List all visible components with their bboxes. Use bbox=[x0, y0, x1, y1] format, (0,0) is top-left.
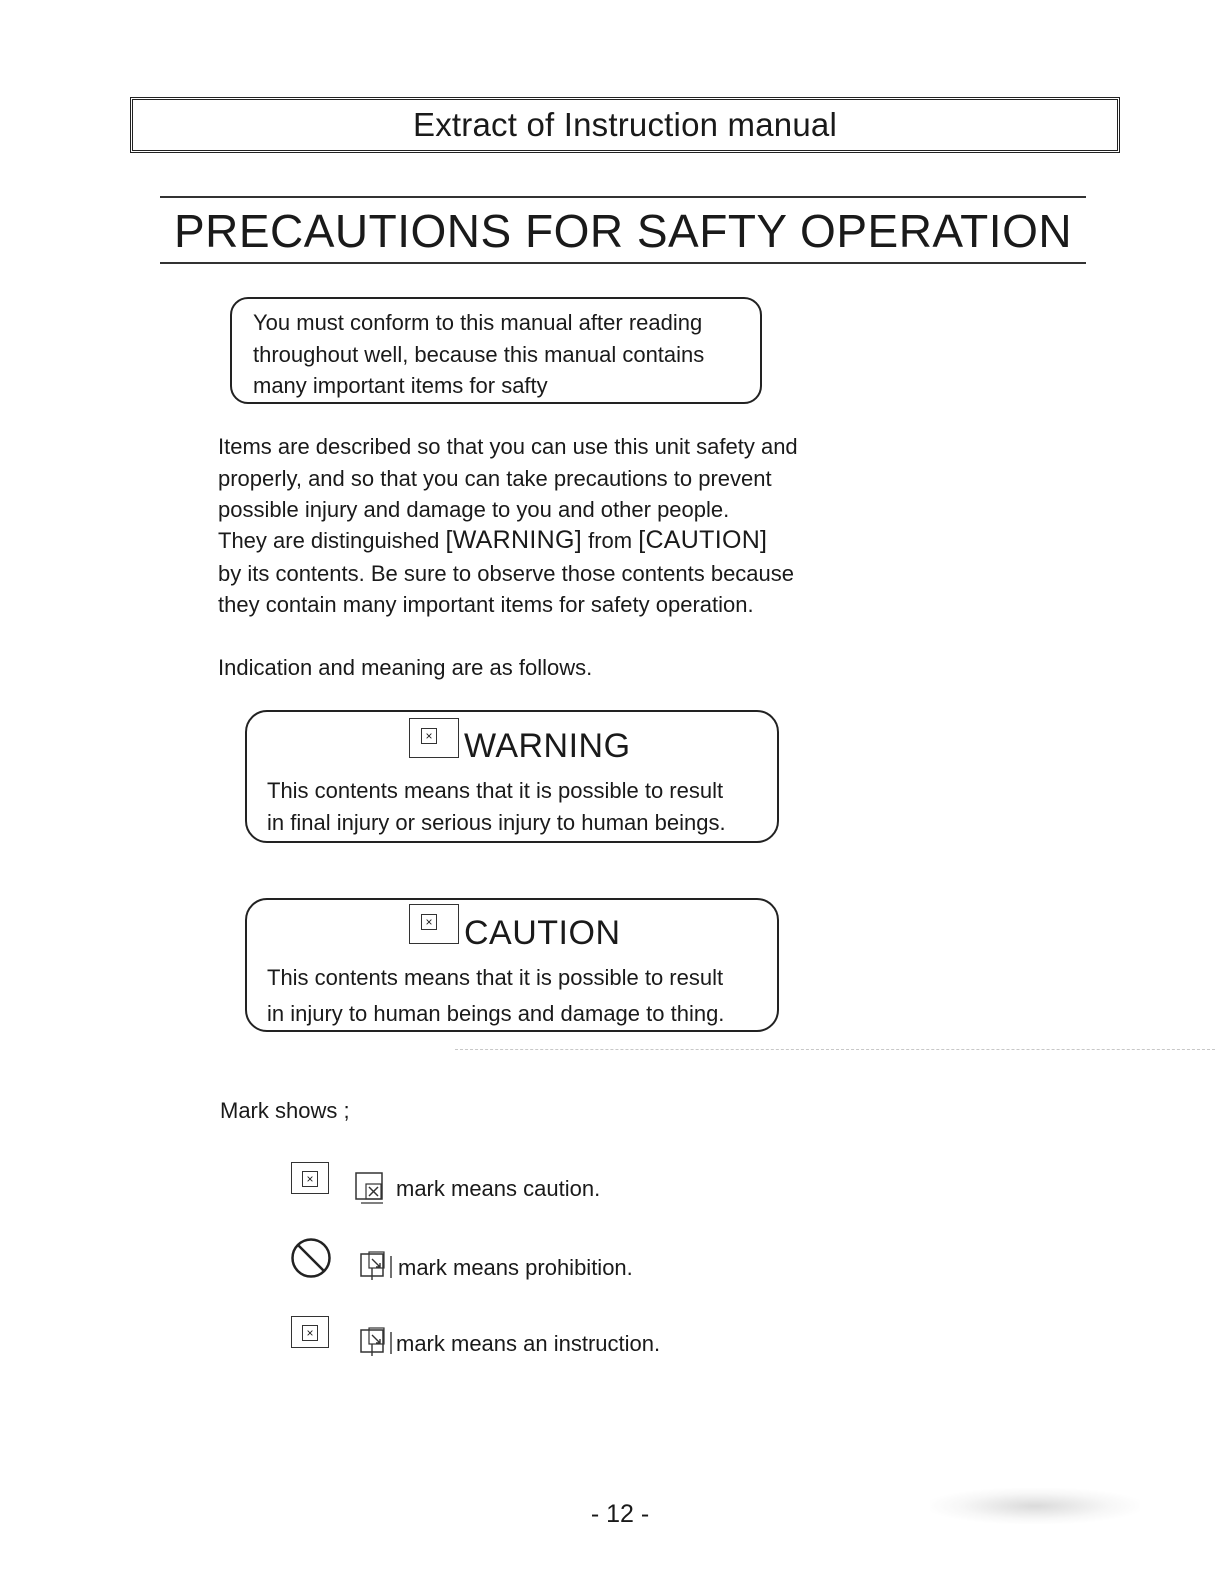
broken-image-icon bbox=[360, 1251, 396, 1281]
warning-text-line: in final injury or serious injury to human beings. bbox=[267, 810, 726, 835]
header-frame bbox=[130, 97, 1120, 153]
body-line: they contain many important items for safety operation. bbox=[218, 592, 754, 617]
intro-line: throughout well, because this manual contains bbox=[253, 341, 705, 367]
instruction-mark-icon: × bbox=[291, 1316, 329, 1348]
body-line: possible injury and damage to you and other people. bbox=[218, 497, 730, 522]
warning-text-line: This contents means that it is possible to result bbox=[267, 778, 724, 803]
caution-title: CAUTION bbox=[464, 914, 621, 952]
caution-mark-icon: × bbox=[291, 1162, 329, 1194]
page-number: - 12 - bbox=[590, 1500, 650, 1528]
body-text: from bbox=[581, 528, 639, 553]
broken-image-icon bbox=[360, 1327, 396, 1357]
title-rule-top bbox=[160, 196, 1086, 198]
scan-smudge bbox=[930, 1488, 1140, 1524]
caution-tag: [CAUTION] bbox=[638, 526, 768, 554]
body-text: They are distinguished bbox=[218, 528, 446, 553]
body-line: by its contents. Be sure to observe those contents because bbox=[218, 561, 795, 586]
mark-label: mark means prohibition. bbox=[398, 1255, 633, 1280]
broken-image-icon: × bbox=[409, 904, 459, 944]
caution-box bbox=[245, 898, 779, 1032]
prohibition-circle-icon bbox=[290, 1237, 332, 1279]
warning-tag: [WARNING] bbox=[445, 526, 582, 554]
body-line-distinguished bbox=[218, 525, 767, 557]
caution-text-line: in injury to human beings and damage to thing. bbox=[267, 1001, 725, 1026]
indication-line: Indication and meaning are as follows. bbox=[218, 655, 593, 680]
body-line: Items are described so that you can use this unit safety and bbox=[218, 434, 798, 459]
header-title: Extract of Instruction manual bbox=[413, 106, 837, 143]
title-rule-bottom bbox=[160, 262, 1086, 264]
body-line: properly, and so that you can take precautions to prevent bbox=[218, 466, 772, 491]
mark-label: mark means caution. bbox=[396, 1176, 601, 1201]
mark-label: mark means an instruction. bbox=[396, 1331, 661, 1356]
marks-heading: Mark shows ; bbox=[220, 1098, 350, 1123]
broken-image-icon bbox=[355, 1172, 385, 1204]
intro-notice-box bbox=[230, 297, 762, 404]
page-title: PRECAUTIONS FOR SAFTY OPERATION bbox=[173, 205, 1073, 257]
warning-title: WARNING bbox=[464, 727, 631, 765]
warning-box bbox=[245, 710, 779, 843]
caution-text-line: This contents means that it is possible to result bbox=[267, 965, 724, 990]
intro-line: You must conform to this manual after reading bbox=[253, 310, 703, 335]
intro-line: many important items for safty bbox=[253, 373, 548, 398]
scan-artifact-line bbox=[455, 1049, 1215, 1050]
broken-image-icon: × bbox=[409, 718, 459, 758]
